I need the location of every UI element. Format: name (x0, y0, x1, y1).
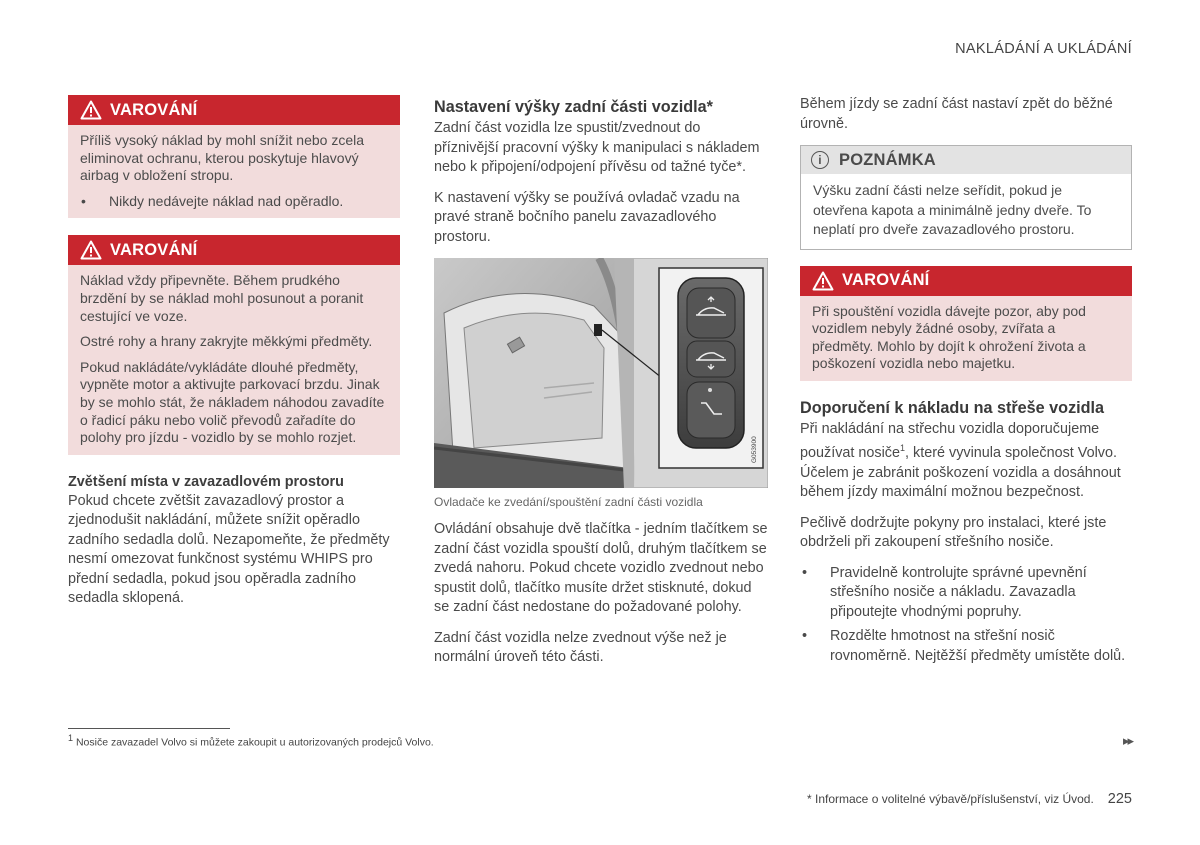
figure-caption: Ovladače ke zvedání/spouštění zadní části vozidla (434, 495, 703, 509)
next-page-arrows-icon: ▸▸ (1122, 733, 1132, 748)
bullet-text: Nikdy nedávejte náklad nad opěradlo. (109, 192, 344, 209)
warning-paragraph: Ostré rohy a hrany zakryjte měkkými předměty. (80, 333, 373, 350)
warning-text: Příliš vysoký náklad by mohl snížit nebo zcela eliminovat ochranu, kterou poskytuje hlavový airbag v obložení stropu. (80, 132, 365, 184)
note-header (801, 146, 1131, 174)
section-title: NAKLÁDÁNÍ A UKLÁDÁNÍ (955, 41, 1132, 57)
warning-triangle-icon (80, 100, 102, 120)
section-text: Pokud chcete zvětšit zavazadlový prostor a zjednodušit nakládání, můžete snížit opěradlo zadního sedadla dolů. Nezapomeňte, že předměty nesmí omezovat funkčnost systému WHIPS pro přední sedadla, pokud jsou opěradla zadního sedadla sklopená. (68, 492, 390, 607)
bullet-text: Rozdělte hmotnost na střešní nosič rovnoměrně. Nejtěžší předměty umístěte dolů. (830, 628, 1126, 664)
info-icon: i (811, 151, 829, 169)
text-after: , které vyvinula společnost Volvo. Účelem je zabránit poškození vozidla a dosáhnout během jízdy maximální možnou bezpečnost. (800, 445, 1121, 501)
warning-box-lowering (800, 266, 1132, 381)
bullet-dot: • (802, 564, 808, 581)
warning-box-headroom (68, 95, 400, 218)
bullet-dot: • (81, 192, 86, 209)
warning-title: VAROVÁNÍ (110, 100, 198, 119)
column-left (68, 95, 400, 620)
footnote-text: Nosiče zavazadel Volvo si můžete zakoupit u autorizovaných prodejců Volvo. (75, 736, 434, 749)
paragraph: Během jízdy se zadní část nastaví zpět do běžné úrovně. (800, 96, 1113, 132)
warning-header (68, 235, 400, 265)
section-heading: Zvětšení místa v zavazadlovém prostoru (68, 473, 344, 490)
cargo-area-illustration (434, 258, 768, 488)
bullet-text: Pravidelně kontrolujte správné upevnění střešního nosiče a nákladu. Zavazadla připoutejte vhodnými popruhy. (830, 564, 1087, 620)
warning-bullet (80, 193, 388, 211)
bullet-dot: • (802, 628, 808, 645)
list-item (800, 564, 1132, 623)
paragraph-roof-rack (800, 420, 1132, 503)
height-adjust-heading: Nastavení výšky zadní části vozidla* (434, 98, 713, 116)
warning-title: VAROVÁNÍ (842, 271, 930, 289)
warning-triangle-icon (80, 240, 102, 260)
warning-paragraph: Náklad vždy připevněte. Během prudkého brzdění by se náklad mohl posunout a poranit cestující ve voze. (80, 272, 364, 324)
page-footer (807, 791, 1132, 807)
paragraph: K nastavení výšky se používá ovladač vzadu na pravé straně bočního panelu zavazadlového prostoru. (434, 189, 740, 245)
column-middle (434, 95, 768, 679)
list-item (800, 627, 1132, 666)
warning-triangle-icon (812, 271, 834, 291)
roof-load-heading: Doporučení k nákladu na střeše vozidla (800, 398, 1105, 417)
note-title: POZNÁMKA (839, 150, 936, 169)
footnote (68, 733, 434, 749)
footnote-divider (68, 728, 230, 729)
warning-header (800, 266, 1132, 296)
text-before: Při nakládání na střechu vozidla doporučujeme používat nosiče (800, 420, 1100, 462)
section-enlarge-space (68, 473, 400, 609)
footnote-number: 1 (68, 733, 74, 743)
footnote-ref: 1 (900, 443, 906, 454)
warning-header (68, 95, 400, 125)
figure-id: G053900 (751, 436, 758, 463)
note-text: Výšku zadní části nelze seřídit, pokud je otevřena kapota a minimálně jedny dveře. To neplatí pro dveře zavazadlového prostoru. (813, 182, 1092, 237)
control-panel-figure (434, 258, 768, 488)
paragraph: Pečlivě dodržujte pokyny pro instalaci, které jste obdrželi při zakoupení střešního nosiče. (800, 514, 1107, 551)
warning-title: VAROVÁNÍ (110, 240, 198, 259)
paragraph: Ovládání obsahuje dvě tlačítka - jedním tlačítkem se zadní část vozidla spouští dolů, druhým tlačítkem se zvedá nahoru. Pokud chcete vozidlo zvednout nebo spustit dolů, tlačítko musíte držet stisknuté, dokud se zadní část nedostane do požadované polohy. (434, 521, 768, 615)
note-box (800, 145, 1132, 250)
warning-text: Při spouštění vozidla dávejte pozor, aby pod vozidlem nebyly žádné osoby, zvířata a předměty. Mohlo by dojít k ohrožení života a poškození vozidla nebo majetku. (812, 302, 1086, 372)
page-number: 225 (1107, 791, 1132, 807)
paragraph: Zadní část vozidla nelze zvednout výše než je normální úroveň této části. (434, 629, 727, 665)
paragraph: Zadní část vozidla lze spustit/zvednout do příznivější pracovní výšky k manipulaci s nákladem nebo k připojení/odpojení přívěsu od tažné tyče*. (434, 120, 760, 175)
warning-box-secure-cargo (68, 235, 400, 454)
column-right (800, 95, 1132, 666)
warning-paragraph: Pokud nakládáte/vykládáte dlouhé předměty, vypněte motor a aktivujte parkovací brzdu. Jinak by se mohlo stát, že nákladem náhodou zavadíte o řadicí páku nebo volič převodů zařadíte do polohy pro jízdu - vozidlo by se mohlo rozjet. (80, 358, 385, 446)
optional-equipment-note: * Informace o volitelné výbavě/příslušenství, viz Úvod. (807, 792, 1094, 806)
